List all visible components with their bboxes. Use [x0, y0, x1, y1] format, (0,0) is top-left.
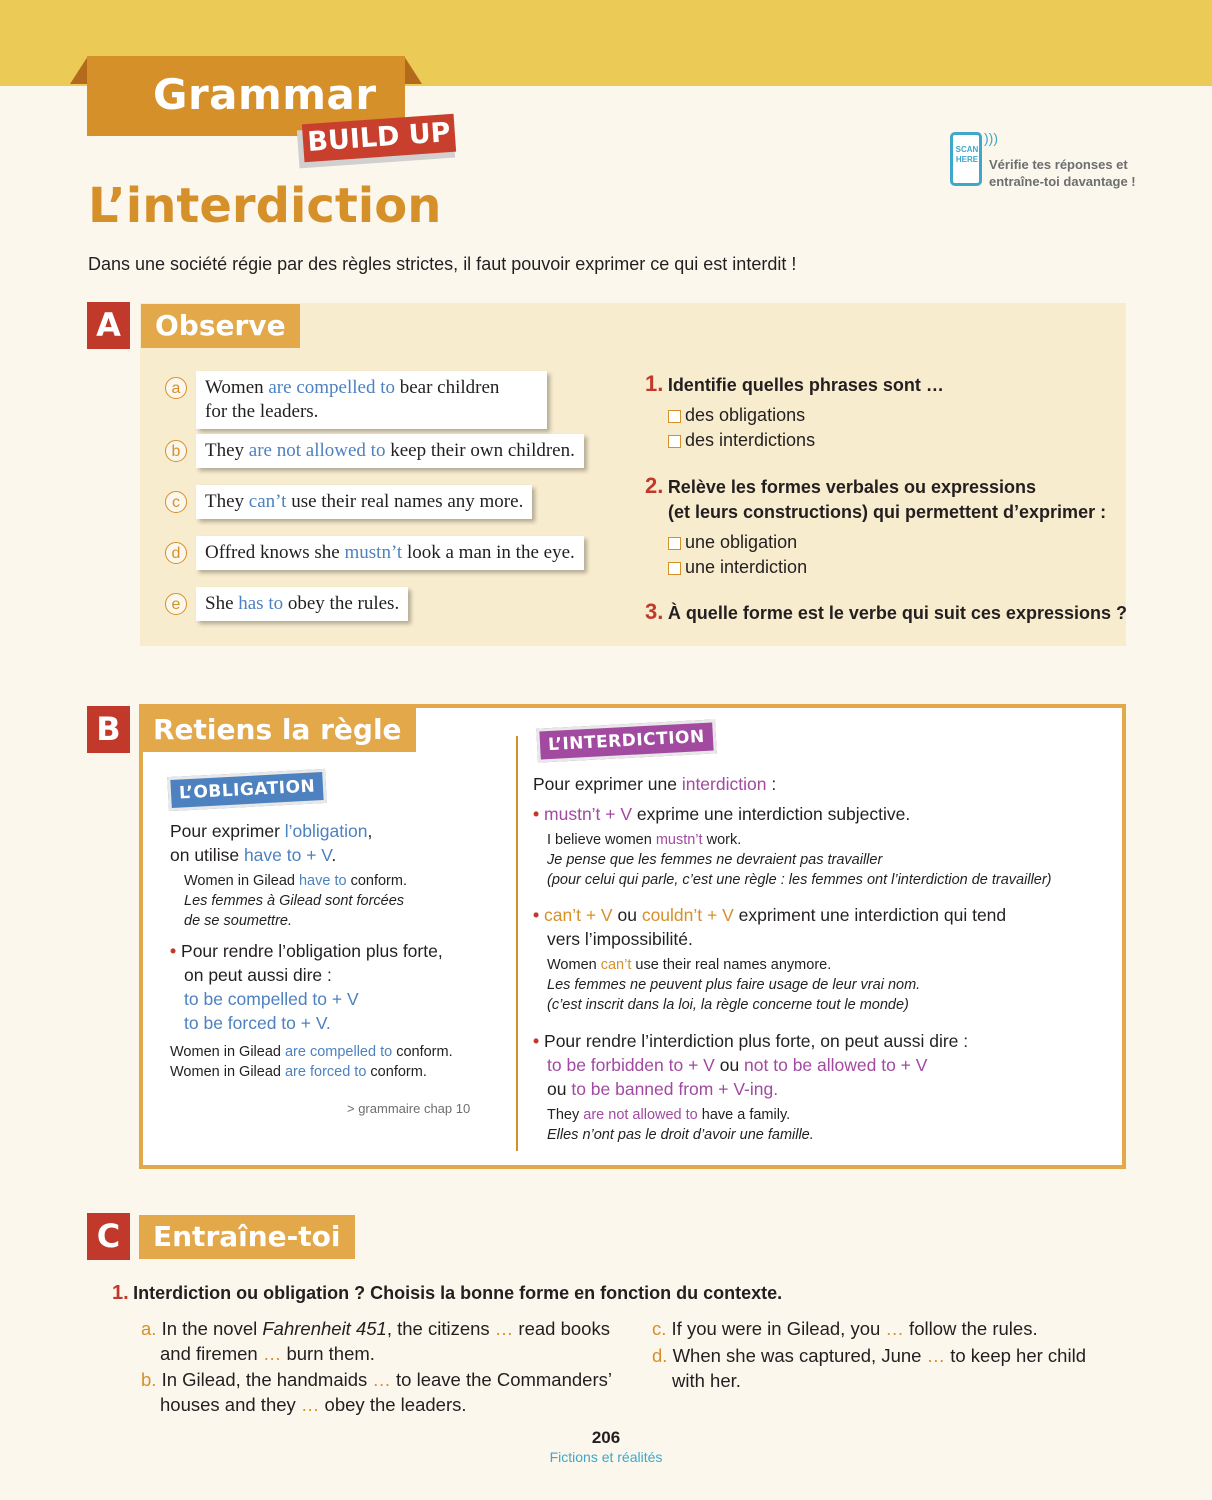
- blank[interactable]: …: [885, 1318, 904, 1339]
- text: Women in Gilead: [184, 873, 299, 889]
- ribbon-fold-right: [404, 56, 422, 84]
- text: They: [547, 1107, 584, 1123]
- scan-label: [954, 145, 980, 165]
- ribbon-fold-left: [70, 56, 88, 84]
- exercise-1-prompt: [112, 1282, 782, 1305]
- exercise-item-b: [141, 1367, 631, 1417]
- interdiction-example-1: [547, 830, 1107, 890]
- highlight: are not allowed to: [583, 1107, 698, 1123]
- option-label: des obligations: [685, 405, 806, 425]
- highlight: mustn’t: [655, 832, 703, 848]
- text: In the novel: [161, 1318, 263, 1339]
- text: , the citizens: [386, 1318, 495, 1339]
- sentence-highlight: mustn’t: [344, 542, 403, 563]
- column-divider: [516, 736, 518, 1151]
- text: read books: [513, 1318, 610, 1339]
- exercise-question: Interdiction ou obligation ? Choisis la bonne forme en fonction du contexte.: [133, 1283, 783, 1303]
- exercise-item-a: [141, 1316, 631, 1366]
- text: conform.: [346, 873, 407, 889]
- obligation-intro: [170, 819, 490, 867]
- text: .: [331, 845, 337, 865]
- page-title: L’interdiction: [88, 178, 442, 234]
- text: vers l’impossibilité.: [547, 929, 693, 949]
- sentence-text: Offred knows she: [205, 542, 345, 563]
- scan-caption: [989, 156, 1136, 190]
- exercise-item-d: [652, 1343, 1132, 1393]
- sentence-text: bear children: [394, 377, 500, 398]
- text: to keep her child: [945, 1345, 1086, 1366]
- question-1: [645, 371, 944, 398]
- sentence-e: [196, 587, 408, 621]
- option-label: des interdictions: [685, 430, 816, 450]
- form: to be forced to + V.: [184, 1013, 331, 1033]
- text: on peut aussi dire :: [184, 965, 332, 985]
- text: Women: [547, 957, 601, 973]
- item-letter: b.: [141, 1369, 157, 1390]
- highlight: are forced to: [284, 1064, 367, 1080]
- highlight: can’t + V: [544, 905, 613, 925]
- text: Pour rendre l’interdiction plus forte, on peut aussi dire :: [544, 1031, 969, 1051]
- question-number: 2.: [645, 473, 664, 498]
- sentence-a: [196, 371, 547, 429]
- text: Pour rendre l’obligation plus forte,: [181, 941, 443, 961]
- interdiction-intro: [533, 772, 1093, 796]
- question-text: Identifie quelles phrases sont …: [667, 375, 944, 395]
- text: Pour exprimer une: [533, 774, 682, 794]
- sentence-text: for the leaders.: [205, 401, 319, 422]
- checkbox-icon[interactable]: [668, 410, 681, 423]
- sentence-letter-d: d: [165, 542, 187, 564]
- sentence-highlight: can’t: [248, 491, 287, 512]
- question-2: [645, 473, 1036, 500]
- sentence-highlight: has to: [238, 593, 284, 614]
- section-b-letter: B: [87, 706, 130, 753]
- text: expriment une interdiction qui tend: [733, 905, 1007, 925]
- blank[interactable]: …: [262, 1343, 282, 1364]
- translation: (pour celui qui parle, c’est une règle : les femmes ont l’interdiction de travailler): [547, 872, 1052, 888]
- bullet-icon: •: [170, 941, 177, 961]
- question-number: 3.: [645, 599, 664, 624]
- question-2-line2: (et leurs constructions) qui permettent d’exprimer :: [668, 502, 1107, 522]
- text: I believe women: [547, 832, 656, 848]
- highlight: are compelled to: [284, 1044, 393, 1060]
- sentence-text: look a man in the eye.: [402, 542, 575, 563]
- grammar-reference-link[interactable]: > grammaire chap 10: [347, 1101, 471, 1116]
- text: obey the leaders.: [319, 1394, 467, 1415]
- text: on utilise: [170, 845, 244, 865]
- question-text: À quelle forme est le verbe qui suit ces expressions ?: [667, 603, 1127, 623]
- sentence-d: [196, 536, 584, 570]
- text: conform.: [392, 1044, 453, 1060]
- sentence-text: obey the rules.: [283, 593, 400, 614]
- sentence-text: She: [205, 593, 239, 614]
- item-letter: d.: [652, 1345, 668, 1366]
- scan-caption-line2: entraîne-toi davantage !: [989, 174, 1136, 189]
- form: to be banned from + V-ing.: [571, 1079, 779, 1099]
- obligation-stronger: [170, 939, 500, 1035]
- translation: Je pense que les femmes ne devraient pas travailler: [547, 852, 883, 868]
- translation: Les femmes ne peuvent plus faire usage de leur vrai nom.: [547, 977, 921, 993]
- blank[interactable]: …: [372, 1369, 391, 1390]
- sentence-letter-b: b: [165, 440, 187, 462]
- exercise-number: 1.: [112, 1282, 129, 1304]
- highlight: have to + V: [243, 845, 332, 865]
- text: use their real names anymore.: [631, 957, 832, 973]
- text: and firemen: [160, 1343, 263, 1364]
- interdiction-bullet-2: [533, 903, 1103, 951]
- blank[interactable]: …: [926, 1345, 946, 1366]
- scan-label-line2: HERE: [955, 155, 979, 164]
- scan-caption-line1: Vérifie tes réponses et: [989, 157, 1128, 172]
- build-up-badge: BUILD UP: [302, 114, 456, 163]
- sentence-c: [196, 485, 532, 519]
- checkbox-icon[interactable]: [668, 435, 681, 448]
- highlight: l’obligation: [284, 821, 368, 841]
- text: If you were in Gilead, you: [671, 1318, 886, 1339]
- blank[interactable]: …: [300, 1394, 320, 1415]
- translation: de se soumettre.: [184, 913, 292, 929]
- text: conform.: [366, 1064, 427, 1080]
- book-title: Fahrenheit 451: [262, 1318, 387, 1339]
- translation: Elles n’ont pas le droit d’avoir une famille.: [547, 1127, 814, 1143]
- highlight: mustn’t + V: [544, 804, 633, 824]
- text: work.: [702, 832, 742, 848]
- sentence-highlight: are compelled to: [268, 377, 395, 398]
- text: ou: [547, 1079, 572, 1099]
- intro-text: Dans une société régie par des règles strictes, il faut pouvoir exprimer ce qui est interdit !: [88, 254, 797, 274]
- text: follow the rules.: [903, 1318, 1038, 1339]
- text: Women in Gilead: [170, 1044, 285, 1060]
- text: ,: [367, 821, 373, 841]
- obligation-stamp: L’OBLIGATION: [167, 769, 327, 811]
- interdiction-example-3: [547, 1105, 1107, 1145]
- question-number: 1.: [645, 371, 664, 396]
- item-letter: a.: [141, 1318, 157, 1339]
- scan-label-line1: SCAN: [955, 145, 979, 154]
- form: not to be allowed to + V: [744, 1055, 928, 1075]
- highlight: can’t: [600, 957, 632, 973]
- highlight: interdiction: [681, 774, 767, 794]
- sentence-b: [196, 434, 584, 468]
- text: ou: [714, 1055, 745, 1075]
- question-text: Relève les formes verbales ou expressions: [667, 477, 1037, 497]
- section-c-title: Entraîne-toi: [139, 1215, 355, 1259]
- text: Pour exprimer: [170, 821, 285, 841]
- signal-waves-icon: ))): [984, 130, 998, 146]
- option-interdiction[interactable]: [668, 555, 807, 580]
- highlight: couldn’t + V: [641, 905, 734, 925]
- text: with her.: [672, 1370, 741, 1391]
- option-obligation[interactable]: [668, 530, 797, 555]
- bullet-icon: •: [533, 905, 540, 925]
- text: exprime une interdiction subjective.: [632, 804, 911, 824]
- bullet-icon: •: [533, 804, 540, 824]
- option-label: une obligation: [685, 532, 798, 552]
- bullet-icon: •: [533, 1031, 540, 1051]
- option-interdictions[interactable]: [668, 428, 815, 453]
- text: ou: [612, 905, 642, 925]
- option-obligations[interactable]: [668, 403, 805, 428]
- chapter-title: Fictions et réalités: [549, 1449, 663, 1465]
- sentence-highlight: are not allowed to: [248, 440, 386, 461]
- text: to leave the Commanders’: [390, 1369, 612, 1390]
- text: burn them.: [281, 1343, 375, 1364]
- option-label: une interdiction: [685, 557, 808, 577]
- item-letter: c.: [652, 1318, 667, 1339]
- section-a-letter: A: [87, 302, 130, 349]
- blank[interactable]: …: [494, 1318, 514, 1339]
- page-number: 206: [591, 1428, 621, 1447]
- text: :: [766, 774, 777, 794]
- question-3: [645, 599, 1127, 626]
- text: Women in Gilead: [170, 1064, 285, 1080]
- section-b-title: Retiens la règle: [139, 708, 416, 752]
- sentence-text: They: [205, 440, 249, 461]
- interdiction-bullet-3: [533, 1029, 1103, 1101]
- section-c-letter: C: [87, 1213, 130, 1260]
- text: houses and they: [160, 1394, 301, 1415]
- exercise-item-c: [652, 1316, 1132, 1341]
- translation: (c’est inscrit dans la loi, la règle concerne tout le monde): [547, 997, 909, 1013]
- sentence-text: They: [205, 491, 249, 512]
- sentence-text: keep their own children.: [385, 440, 575, 461]
- text: In Gilead, the handmaids: [161, 1369, 373, 1390]
- sentence-letter-a: a: [165, 377, 187, 399]
- sentence-letter-e: e: [165, 593, 187, 615]
- text: When she was captured, June: [672, 1345, 927, 1366]
- ribbon-title: Grammar: [153, 70, 377, 119]
- sentence-letter-c: c: [165, 491, 187, 513]
- highlight: have to: [298, 873, 347, 889]
- sentence-text: use their real names any more.: [286, 491, 524, 512]
- sentence-text: Women: [205, 377, 269, 398]
- checkbox-icon[interactable]: [668, 562, 681, 575]
- obligation-examples-2: [170, 1042, 500, 1082]
- translation: Les femmes à Gilead sont forcées: [184, 893, 405, 909]
- interdiction-example-2: [547, 955, 1107, 1015]
- checkbox-icon[interactable]: [668, 537, 681, 550]
- section-a-title: Observe: [141, 304, 300, 348]
- form: to be forbidden to + V: [547, 1055, 715, 1075]
- obligation-example-1: [184, 871, 504, 931]
- text: have a family.: [697, 1107, 791, 1123]
- interdiction-stamp: L’INTERDICTION: [536, 719, 716, 762]
- form: to be compelled to + V: [184, 989, 359, 1009]
- interdiction-bullet-1: [533, 802, 1103, 826]
